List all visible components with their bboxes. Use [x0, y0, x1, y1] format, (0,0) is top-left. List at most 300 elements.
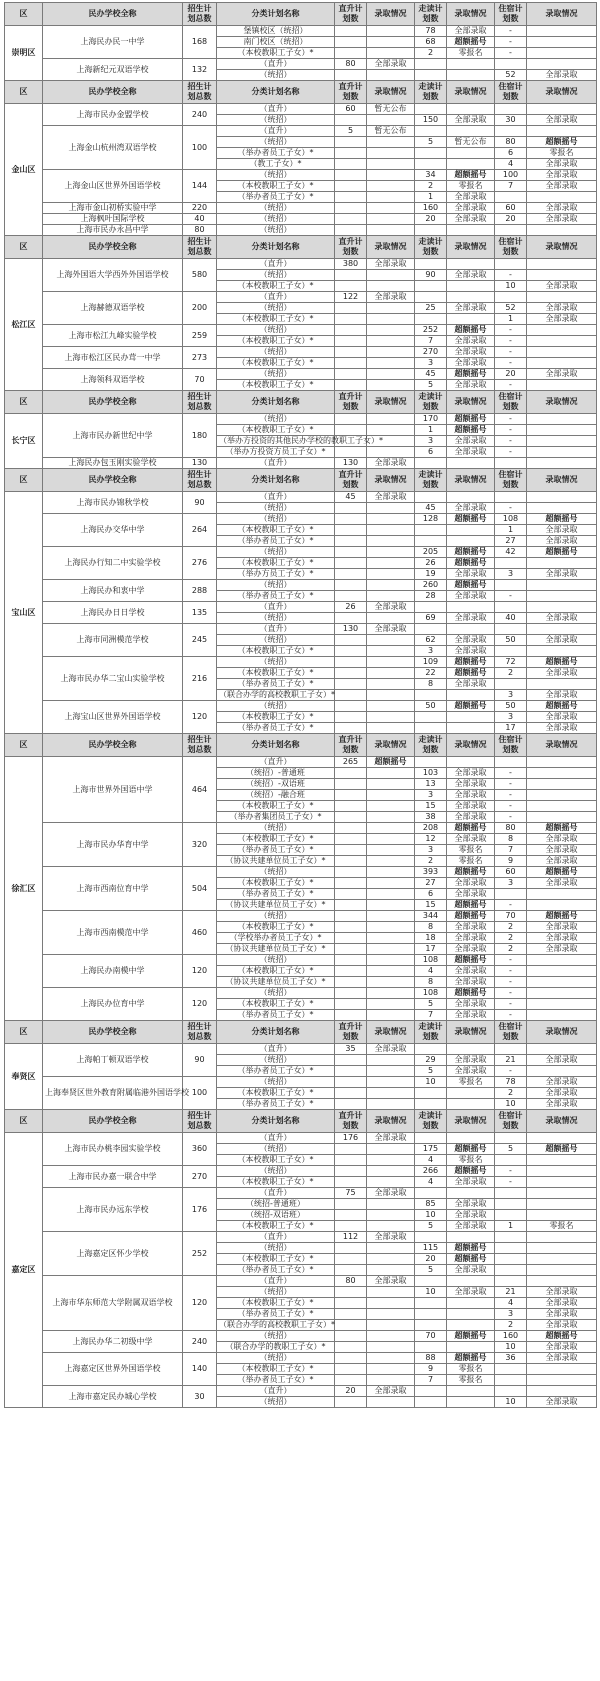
header-total-plan: 招生计划总数 [183, 469, 217, 492]
direct-result [367, 447, 415, 458]
total-plan: 140 [183, 1353, 217, 1386]
day-plan: 7 [415, 336, 447, 347]
header-board-result: 录取情况 [527, 469, 597, 492]
board-result [527, 503, 597, 514]
total-plan: 200 [183, 292, 217, 325]
category-name: （统招） [217, 170, 335, 181]
header-category: 分类计划名称 [217, 236, 335, 259]
board-result [527, 336, 597, 347]
board-plan [495, 646, 527, 657]
table-row [5, 547, 597, 558]
header-row [5, 1110, 597, 1133]
category-name: （举办者集团员工子女）* [217, 812, 335, 823]
header-board-result: 录取情况 [527, 1021, 597, 1044]
district-name: 崇明区 [5, 26, 43, 81]
board-result: 全部录取 [527, 203, 597, 214]
table-row [5, 214, 597, 225]
board-result [527, 447, 597, 458]
board-result: 全部录取 [527, 878, 597, 889]
direct-result [367, 314, 415, 325]
board-plan: 2 [495, 1088, 527, 1099]
table-row [5, 414, 597, 425]
day-result: 全部录取 [447, 1010, 495, 1021]
board-plan [495, 1254, 527, 1265]
category-name: （统招） [217, 1243, 335, 1254]
board-plan: - [495, 977, 527, 988]
direct-result: 全部录取 [367, 624, 415, 635]
day-result [447, 148, 495, 159]
direct-plan [335, 558, 367, 569]
header-district: 区 [5, 1110, 43, 1133]
category-name: （直升） [217, 602, 335, 613]
board-plan [495, 458, 527, 469]
board-result [527, 768, 597, 779]
direct-result [367, 1055, 415, 1066]
school-name: 上海市民办华二宝山实验学校 [43, 657, 183, 701]
school-name: 上海民办南模中学 [43, 955, 183, 988]
direct-plan [335, 1199, 367, 1210]
direct-result [367, 425, 415, 436]
total-plan: 270 [183, 1166, 217, 1188]
board-plan: 40 [495, 613, 527, 624]
category-name: （本校教职工子女）* [217, 1088, 335, 1099]
table-row [5, 1188, 597, 1199]
header-day-plan: 走读计划数 [415, 1021, 447, 1044]
day-result: 零报名 [447, 48, 495, 59]
header-direct-result: 录取情况 [367, 236, 415, 259]
category-name: （统招） [217, 955, 335, 966]
day-result: 全部录取 [447, 203, 495, 214]
day-plan: 1 [415, 425, 447, 436]
header-day-result: 录取情况 [447, 81, 495, 104]
table-row [5, 602, 597, 613]
direct-result [367, 1375, 415, 1386]
day-result [447, 1044, 495, 1055]
board-plan: 30 [495, 115, 527, 126]
board-result: 零报名 [527, 148, 597, 159]
day-plan: 393 [415, 867, 447, 878]
board-plan: 160 [495, 1331, 527, 1342]
board-plan: - [495, 414, 527, 425]
direct-result: 全部录取 [367, 458, 415, 469]
day-plan: 205 [415, 547, 447, 558]
direct-plan [335, 270, 367, 281]
header-day-plan: 走读计划数 [415, 1110, 447, 1133]
board-result [527, 259, 597, 270]
district-name: 徐汇区 [5, 757, 43, 1021]
direct-plan: 5 [335, 126, 367, 137]
board-plan: - [495, 900, 527, 911]
direct-result [367, 70, 415, 81]
direct-plan [335, 414, 367, 425]
board-plan: - [495, 779, 527, 790]
day-plan: 208 [415, 823, 447, 834]
school-name: 上海市西南位育中学 [43, 867, 183, 911]
category-name: （协议共建单位员工子女）* [217, 977, 335, 988]
board-plan: 3 [495, 712, 527, 723]
day-result [447, 281, 495, 292]
day-result: 全部录取 [447, 878, 495, 889]
header-category: 分类计划名称 [217, 391, 335, 414]
school-name: 上海市民办嘉一联合中学 [43, 1166, 183, 1188]
direct-plan: 80 [335, 1276, 367, 1287]
day-result: 全部录取 [447, 336, 495, 347]
direct-plan: 20 [335, 1386, 367, 1397]
category-name: （本校教职工子女）* [217, 1177, 335, 1188]
school-name: 上海市松江区民办茸一中学 [43, 347, 183, 369]
category-name: （直升） [217, 1386, 335, 1397]
day-plan [415, 159, 447, 170]
board-result [527, 1243, 597, 1254]
total-plan: 252 [183, 1232, 217, 1276]
day-result: 超额摇号 [447, 1353, 495, 1364]
day-result: 全部录取 [447, 1265, 495, 1276]
day-result: 全部录取 [447, 591, 495, 602]
direct-result [367, 768, 415, 779]
day-plan: 34 [415, 170, 447, 181]
board-plan: - [495, 425, 527, 436]
header-direct-plan: 直升计划数 [335, 1110, 367, 1133]
header-total-plan: 招生计划总数 [183, 391, 217, 414]
header-board-plan: 住宿计划数 [495, 1110, 527, 1133]
table-row [5, 1353, 597, 1364]
day-result: 超额摇号 [447, 1166, 495, 1177]
direct-result [367, 1099, 415, 1110]
header-board-plan: 住宿计划数 [495, 236, 527, 259]
day-plan [415, 1320, 447, 1331]
board-plan [495, 1188, 527, 1199]
category-name: （统招） [217, 911, 335, 922]
category-name: （举办者员工子女）* [217, 1099, 335, 1110]
board-plan: 52 [495, 303, 527, 314]
board-result [527, 126, 597, 137]
direct-plan [335, 1254, 367, 1265]
direct-plan [335, 536, 367, 547]
day-result: 全部录取 [447, 646, 495, 657]
table-row [5, 1331, 597, 1342]
total-plan: 240 [183, 1331, 217, 1353]
day-result: 全部录取 [447, 1066, 495, 1077]
direct-plan [335, 325, 367, 336]
direct-result [367, 1364, 415, 1375]
board-plan: 52 [495, 70, 527, 81]
category-name: 南门校区（统招） [217, 37, 335, 48]
header-direct-plan: 直升计划数 [335, 81, 367, 104]
direct-plan [335, 358, 367, 369]
header-board-result: 录取情况 [527, 81, 597, 104]
day-plan: 8 [415, 679, 447, 690]
table-row [5, 59, 597, 70]
day-plan: 25 [415, 303, 447, 314]
category-name: （举办方员工子女）* [217, 569, 335, 580]
category-name: （统招） [217, 347, 335, 358]
board-plan: 100 [495, 170, 527, 181]
day-result [447, 602, 495, 613]
school-name: 上海市松江九峰实验学校 [43, 325, 183, 347]
direct-result: 全部录取 [367, 59, 415, 70]
day-plan: 5 [415, 1221, 447, 1232]
category-name: （本校教职工子女）* [217, 558, 335, 569]
day-result [447, 159, 495, 170]
day-result: 全部录取 [447, 380, 495, 391]
day-result: 全部录取 [447, 779, 495, 790]
day-result: 超额摇号 [447, 425, 495, 436]
board-plan [495, 104, 527, 115]
day-plan: 26 [415, 558, 447, 569]
header-board-result: 录取情况 [527, 1110, 597, 1133]
board-result: 超额摇号 [527, 701, 597, 712]
direct-plan [335, 955, 367, 966]
header-board-plan: 住宿计划数 [495, 3, 527, 26]
board-result [527, 458, 597, 469]
board-plan: 20 [495, 214, 527, 225]
day-plan: 4 [415, 1177, 447, 1188]
total-plan: 168 [183, 26, 217, 59]
header-school-name: 民办学校全称 [43, 3, 183, 26]
board-plan: 21 [495, 1287, 527, 1298]
board-result: 全部录取 [527, 170, 597, 181]
category-name: （直升） [217, 1133, 335, 1144]
category-name: （统招） [217, 1397, 335, 1408]
day-result [447, 1099, 495, 1110]
day-plan: 10 [415, 1287, 447, 1298]
day-plan: 6 [415, 447, 447, 458]
day-result [447, 525, 495, 536]
board-result [527, 558, 597, 569]
school-name: 上海民办位育中学 [43, 988, 183, 1021]
board-result [527, 999, 597, 1010]
day-result [447, 624, 495, 635]
direct-result [367, 225, 415, 236]
board-result [527, 790, 597, 801]
header-board-plan: 住宿计划数 [495, 1021, 527, 1044]
direct-result [367, 503, 415, 514]
category-name: （本校教职工子女）* [217, 999, 335, 1010]
day-plan [415, 757, 447, 768]
day-plan [415, 1397, 447, 1408]
header-direct-plan: 直升计划数 [335, 3, 367, 26]
category-name: （统招）-普通班 [217, 768, 335, 779]
day-result: 超额摇号 [447, 1144, 495, 1155]
category-name: （举办者员工子女）* [217, 1066, 335, 1077]
header-school-name: 民办学校全称 [43, 1021, 183, 1044]
category-name: （直升） [217, 104, 335, 115]
total-plan: 580 [183, 259, 217, 292]
category-name: （统招-普通班） [217, 1199, 335, 1210]
direct-plan [335, 37, 367, 48]
direct-result: 全部录取 [367, 1276, 415, 1287]
day-plan: 17 [415, 944, 447, 955]
direct-plan [335, 181, 367, 192]
category-name: （举办者员工子女）* [217, 536, 335, 547]
direct-plan [335, 867, 367, 878]
school-name: 上海嘉定区怀少学校 [43, 1232, 183, 1276]
direct-plan [335, 723, 367, 734]
direct-plan [335, 1221, 367, 1232]
category-name: （本校教职工子女）* [217, 1298, 335, 1309]
direct-plan [335, 503, 367, 514]
category-name: （本校教职工子女）* [217, 922, 335, 933]
direct-plan [335, 712, 367, 723]
day-plan: 5 [415, 1066, 447, 1077]
category-name: （本校教职工子女）* [217, 425, 335, 436]
day-plan [415, 1342, 447, 1353]
day-result: 全部录取 [447, 635, 495, 646]
day-result [447, 225, 495, 236]
category-name: （直升） [217, 492, 335, 503]
header-total-plan: 招生计划总数 [183, 1110, 217, 1133]
direct-result [367, 1342, 415, 1353]
direct-result [367, 569, 415, 580]
board-result [527, 192, 597, 203]
day-plan: 27 [415, 878, 447, 889]
category-name: （举办者员工子女）* [217, 889, 335, 900]
category-name: （联合办学的高校教职工子女）* [217, 690, 335, 701]
header-category: 分类计划名称 [217, 1021, 335, 1044]
direct-plan [335, 1320, 367, 1331]
total-plan: 220 [183, 203, 217, 214]
direct-plan [335, 668, 367, 679]
board-plan: 10 [495, 1397, 527, 1408]
day-plan: 38 [415, 812, 447, 823]
direct-plan [335, 1210, 367, 1221]
day-plan [415, 1133, 447, 1144]
total-plan: 100 [183, 1077, 217, 1110]
day-plan: 3 [415, 646, 447, 657]
school-name: 上海民办交华中学 [43, 514, 183, 547]
board-result: 全部录取 [527, 635, 597, 646]
day-plan [415, 1232, 447, 1243]
board-result [527, 812, 597, 823]
day-result: 全部录取 [447, 26, 495, 37]
category-name: （直升） [217, 59, 335, 70]
day-plan: 2 [415, 856, 447, 867]
day-plan [415, 1188, 447, 1199]
direct-plan [335, 569, 367, 580]
day-result: 全部录取 [447, 1177, 495, 1188]
direct-plan [335, 1177, 367, 1188]
day-result: 超额摇号 [447, 1254, 495, 1265]
day-result: 全部录取 [447, 1055, 495, 1066]
school-name: 上海奉贤区世外教育附属临港外国语学校 [43, 1077, 183, 1110]
direct-plan [335, 425, 367, 436]
header-direct-plan: 直升计划数 [335, 1021, 367, 1044]
day-result [447, 59, 495, 70]
board-result: 超额摇号 [527, 547, 597, 558]
category-name: （直升） [217, 458, 335, 469]
direct-result [367, 1221, 415, 1232]
direct-plan: 75 [335, 1188, 367, 1199]
direct-result [367, 37, 415, 48]
category-name: （举办者员工子女）* [217, 679, 335, 690]
category-name: （统招） [217, 214, 335, 225]
header-board-result: 录取情况 [527, 3, 597, 26]
day-plan: 15 [415, 801, 447, 812]
board-result: 超额摇号 [527, 911, 597, 922]
day-result: 全部录取 [447, 503, 495, 514]
direct-plan [335, 1265, 367, 1276]
day-plan: 150 [415, 115, 447, 126]
board-result [527, 900, 597, 911]
day-result [447, 314, 495, 325]
board-plan: - [495, 999, 527, 1010]
board-result: 全部录取 [527, 115, 597, 126]
category-name: （举办者员工子女）* [217, 845, 335, 856]
category-name: （统招） [217, 514, 335, 525]
header-district: 区 [5, 236, 43, 259]
board-result: 全部录取 [527, 281, 597, 292]
board-result [527, 779, 597, 790]
direct-result [367, 1243, 415, 1254]
direct-result [367, 790, 415, 801]
day-result [447, 757, 495, 768]
direct-result [367, 514, 415, 525]
board-result [527, 1010, 597, 1021]
board-result [527, 1232, 597, 1243]
direct-result [367, 635, 415, 646]
day-result: 全部录取 [447, 944, 495, 955]
board-result: 全部录取 [527, 668, 597, 679]
board-result: 全部录取 [527, 159, 597, 170]
category-name: （直升） [217, 126, 335, 137]
direct-result: 暂无公布 [367, 126, 415, 137]
day-result: 全部录取 [447, 569, 495, 580]
category-name: （本校教职工子女）* [217, 281, 335, 292]
day-plan: 20 [415, 214, 447, 225]
category-name: （举办者员工子女）* [217, 723, 335, 734]
board-result [527, 270, 597, 281]
day-result [447, 1298, 495, 1309]
board-result: 全部录取 [527, 569, 597, 580]
direct-plan [335, 170, 367, 181]
category-name: （本校教职工子女）* [217, 1364, 335, 1375]
total-plan: 130 [183, 458, 217, 469]
school-name: 上海金山区世界外国语学校 [43, 170, 183, 203]
header-district: 区 [5, 81, 43, 104]
table-row [5, 823, 597, 834]
direct-plan [335, 115, 367, 126]
board-plan: - [495, 325, 527, 336]
board-plan: 80 [495, 137, 527, 148]
category-name: （统招） [217, 988, 335, 999]
board-plan: 9 [495, 856, 527, 867]
school-name: 上海领科双语学校 [43, 369, 183, 391]
day-plan [415, 259, 447, 270]
school-name: 上海市民办锦秋学校 [43, 492, 183, 514]
board-plan: - [495, 988, 527, 999]
category-name: （统招）-双语班 [217, 779, 335, 790]
day-plan [415, 1088, 447, 1099]
header-board-result: 录取情况 [527, 391, 597, 414]
header-direct-plan: 直升计划数 [335, 469, 367, 492]
header-day-plan: 走读计划数 [415, 469, 447, 492]
school-name: 上海民办民一中学 [43, 26, 183, 59]
direct-plan: 176 [335, 1133, 367, 1144]
day-result: 全部录取 [447, 1199, 495, 1210]
day-result [447, 712, 495, 723]
category-name: （本校教职工子女）* [217, 1221, 335, 1232]
day-plan: 90 [415, 270, 447, 281]
day-result: 全部录取 [447, 1287, 495, 1298]
category-name: （举办者员工子女）* [217, 1309, 335, 1320]
direct-result: 全部录取 [367, 1232, 415, 1243]
board-result [527, 580, 597, 591]
direct-result [367, 867, 415, 878]
board-plan: 1 [495, 1221, 527, 1232]
day-result [447, 1232, 495, 1243]
day-plan: 8 [415, 922, 447, 933]
day-result [447, 536, 495, 547]
